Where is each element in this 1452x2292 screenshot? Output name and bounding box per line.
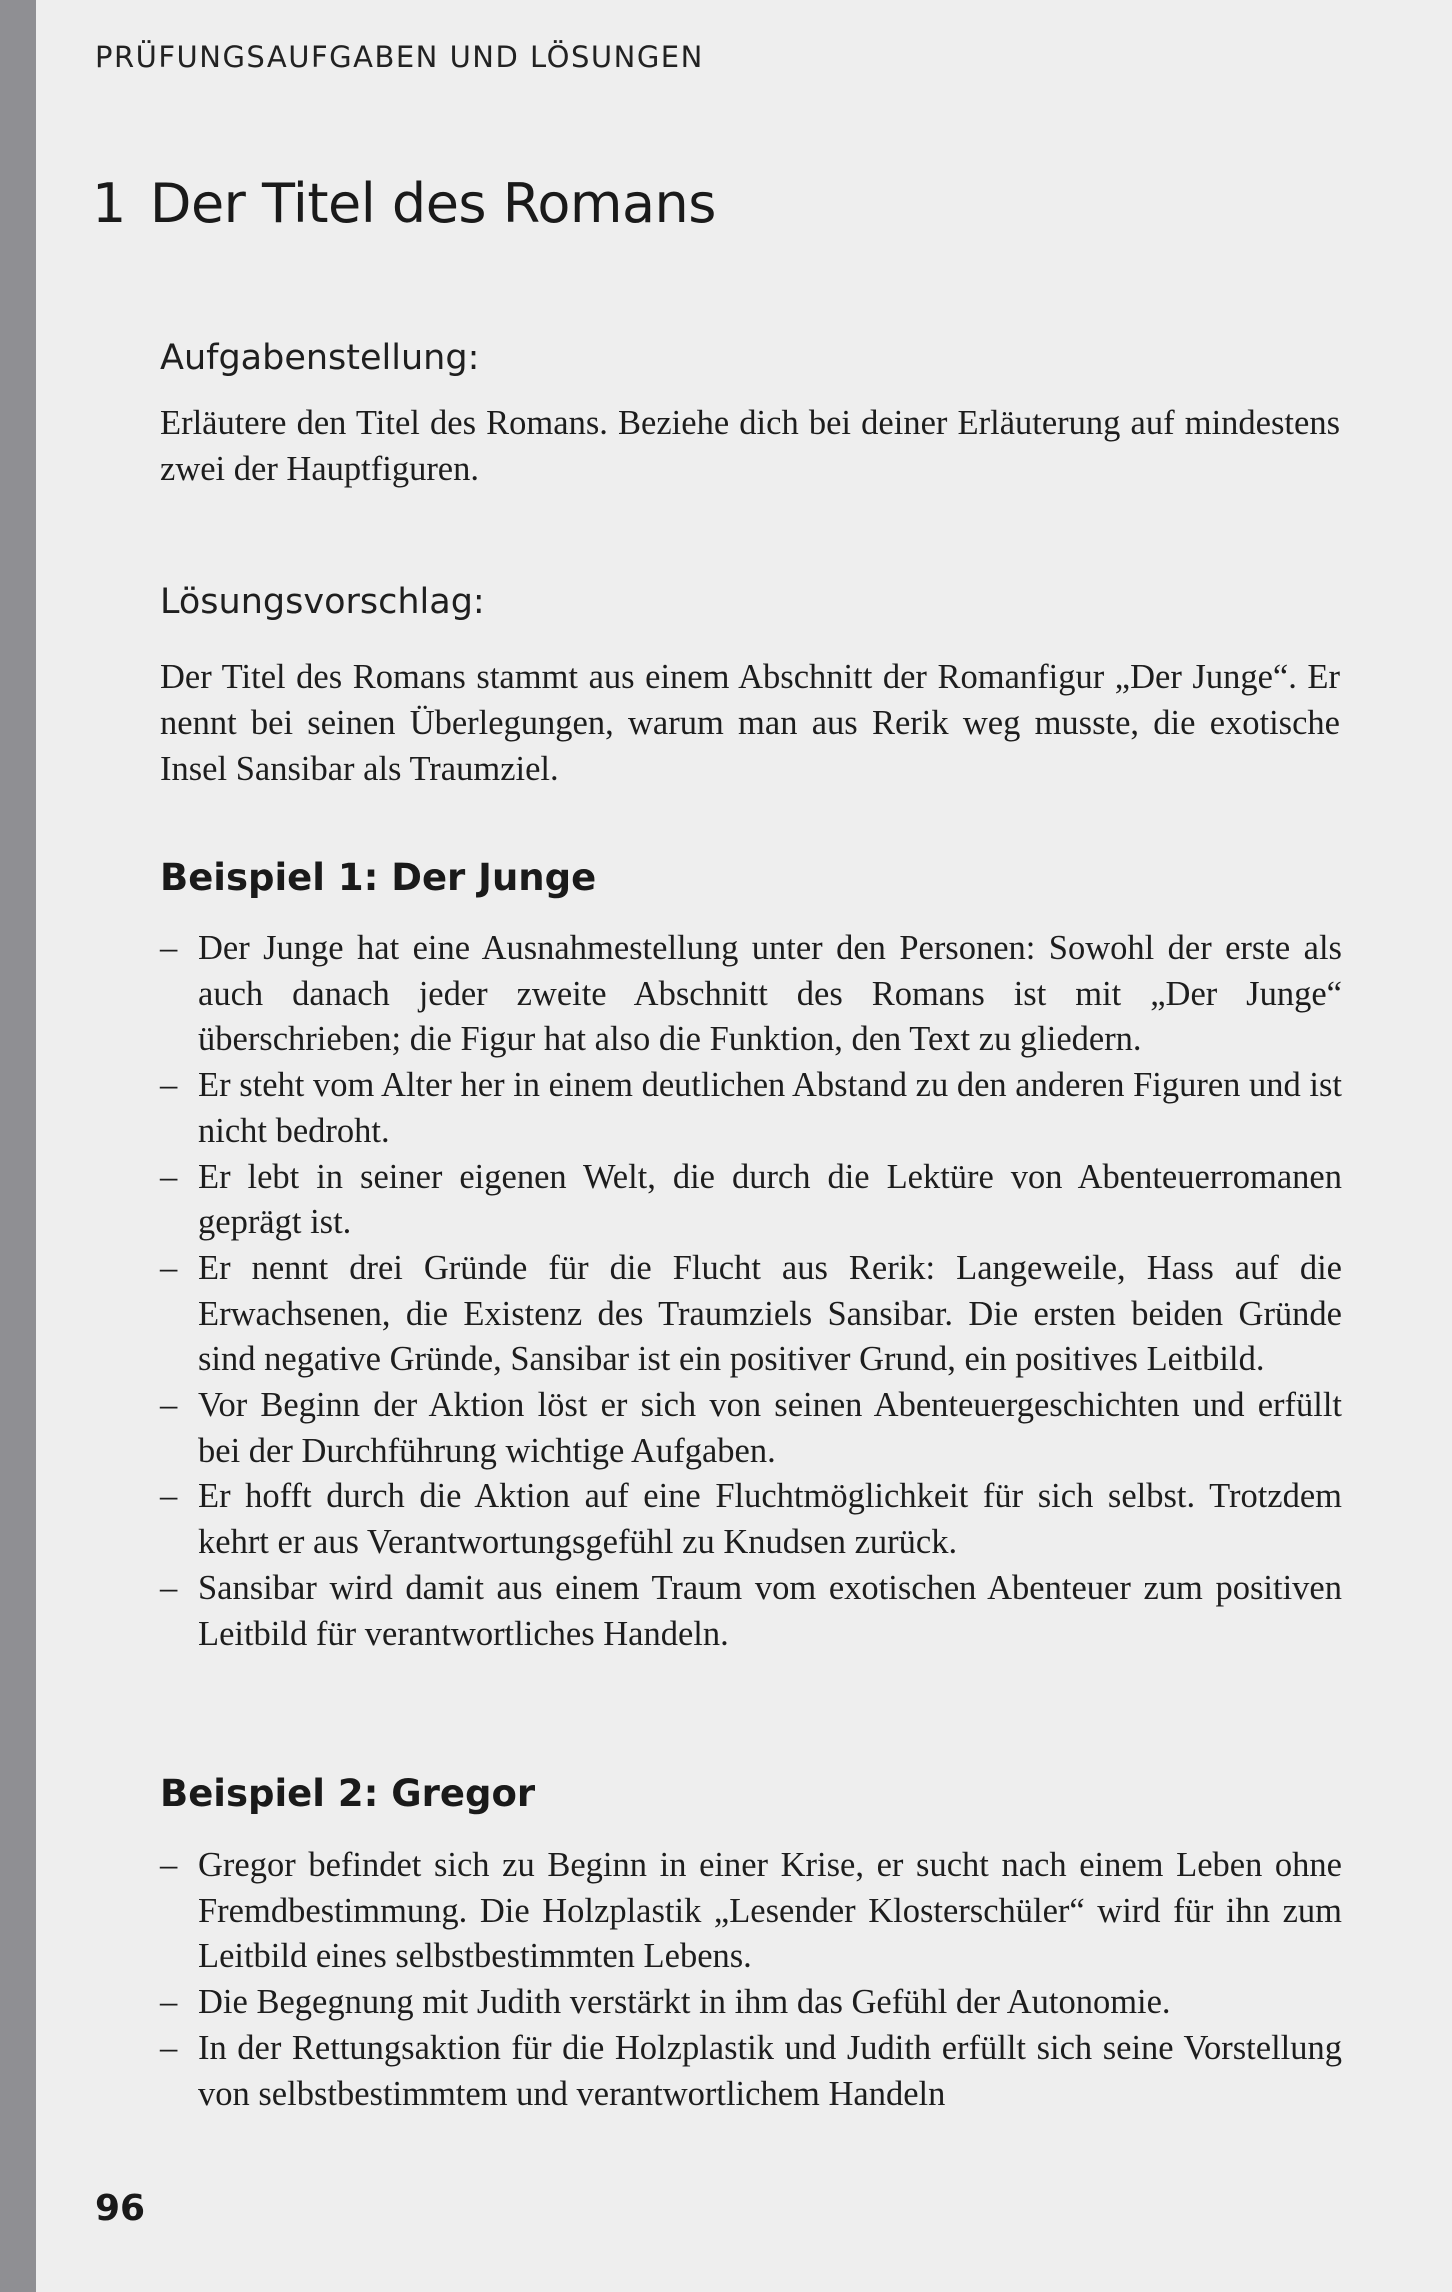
list-item-text: Gregor befindet sich zu Beginn in einer Krise, er sucht nach einem Leben ohne Fremdbestimmung. Die Holzplastik „Lesender Klosterschüler“ wird für ihn zum Leitbild eines selbstbestimmten Lebens. (198, 1846, 1342, 1976)
bullet-dash: – (160, 1386, 178, 1425)
list-item-text: Sansibar wird damit aus einem Traum vom exotischen Abenteuer zum positiven Leitbild für verantwortliches Handeln. (198, 1568, 1342, 1653)
list-item (160, 926, 1342, 1063)
list-item (160, 1246, 1342, 1383)
list-item (160, 1843, 1342, 1980)
list-item (160, 1980, 1342, 2026)
bullet-dash: – (160, 1846, 178, 1884)
solution-heading: Lösungsvorschlag: (160, 582, 485, 622)
list-item (160, 1474, 1342, 1565)
running-head: PRÜFUNGSAUFGABEN UND LÖSUNGEN (95, 40, 704, 74)
list-item (160, 1566, 1342, 1657)
chapter-number: 1 (92, 172, 126, 235)
list-item-text: Die Begegnung mit Judith verstärkt in ihm das Gefühl der Autonomie. (198, 1983, 1171, 2022)
list-item-text: Er lebt in seiner eigenen Welt, die durch die Lektüre von Abenteuerromanen geprägt ist. (198, 1157, 1342, 1242)
example2-list (160, 1843, 1342, 2117)
chapter-title (92, 172, 716, 235)
example2-heading: Beispiel 2: Gregor (160, 1772, 536, 1815)
bullet-dash: – (160, 929, 178, 967)
bullet-dash: – (160, 1983, 178, 2022)
bullet-dash: – (160, 1157, 178, 1196)
example1-list (160, 926, 1342, 1657)
list-item-text: Vor Beginn der Aktion löst er sich von seinen Abenteuergeschichten und erfüllt bei der Durchführung wichtige Aufgaben. (198, 1386, 1342, 1470)
list-item-text: Er steht vom Alter her in einem deutlichen Abstand zu den anderen Figuren und ist nicht bedroht. (198, 1066, 1342, 1150)
list-item-text: Der Junge hat eine Ausnahmestellung unter den Personen: Sowohl der erste als auch danach jeder zweite Abschnitt des Romans ist mit „Der Junge“ überschrieben; die Figur hat also die Funktion, den Text zu gliedern. (198, 929, 1342, 1059)
solution-text: Der Titel des Romans stammt aus einem Abschnitt der Romanfigur „Der Junge“. Er nennt bei seinen Überlegungen, warum man aus Rerik weg musste, die exotische Insel Sansibar als Traumziel. (160, 658, 1340, 788)
chapter-title-text: Der Titel des Romans (149, 172, 716, 235)
bullet-dash: – (160, 1568, 178, 1607)
list-item (160, 1063, 1342, 1154)
page-number: 96 (95, 2188, 146, 2229)
example1-heading: Beispiel 1: Der Junge (160, 856, 597, 899)
list-item (160, 1155, 1342, 1246)
list-item-text: Er hofft durch die Aktion auf eine Fluchtmöglichkeit für sich selbst. Trotzdem kehrt er aus Verantwortungsgefühl zu Knudsen zurück. (198, 1477, 1342, 1562)
page-spine-bar (0, 0, 36, 2292)
bullet-dash: – (160, 2028, 178, 2067)
task-text: Erläutere den Titel des Romans. Beziehe dich bei deiner Erläuterung auf mindestens zwei der Hauptfiguren. (160, 404, 1340, 488)
list-item (160, 1383, 1342, 1474)
bullet-dash: – (160, 1248, 178, 1287)
list-item-text: In der Rettungsaktion für die Holzplastik und Judith erfüllt sich seine Vorstellung von selbstbestimmtem und verantwortlichem Handeln (198, 2028, 1342, 2113)
list-item-text: Er nennt drei Gründe für die Flucht aus Rerik: Langeweile, Hass auf die Erwachsenen, die Existenz des Traumziels Sansibar. Die ersten beiden Gründe sind negative Gründe, Sansibar ist ein positiver Grund, ein positives Leitbild. (198, 1248, 1342, 1379)
list-item (160, 2026, 1342, 2117)
bullet-dash: – (160, 1477, 178, 1516)
task-heading: Aufgabenstellung: (160, 338, 480, 378)
bullet-dash: – (160, 1066, 178, 1105)
